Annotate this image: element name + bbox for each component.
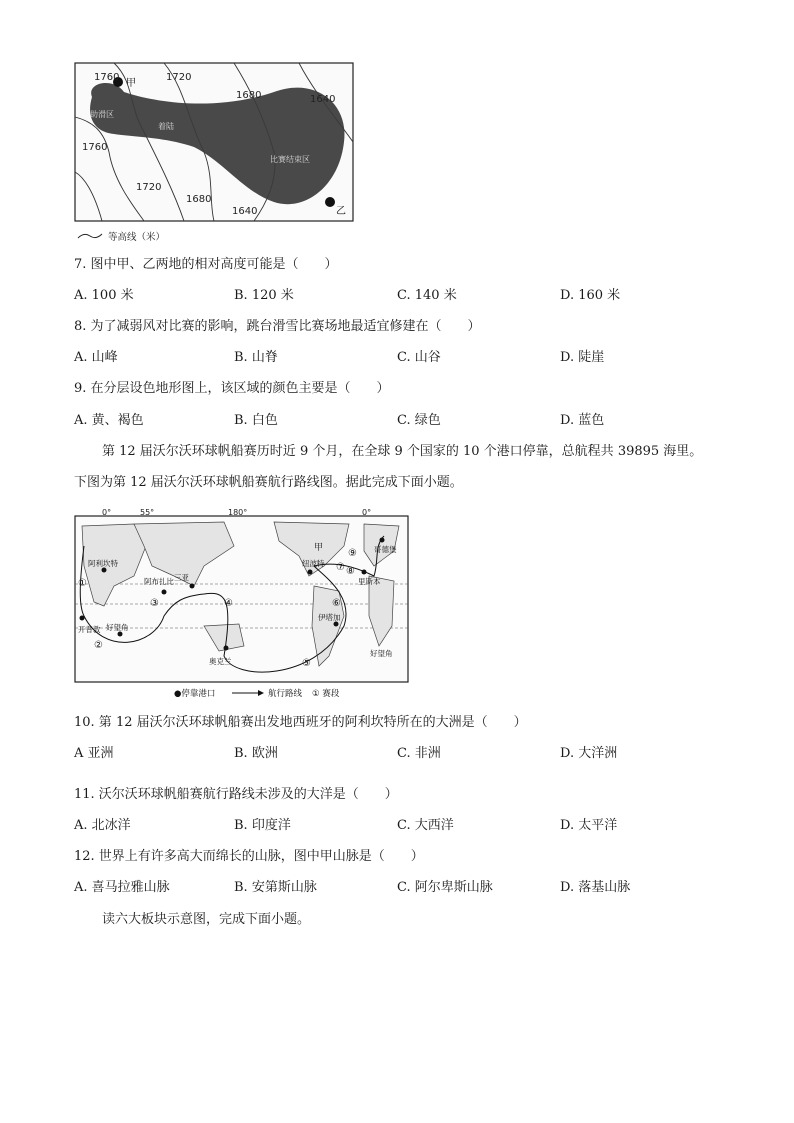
- legend-route-arrow: [258, 690, 264, 696]
- contour-label-3: 1680: [236, 90, 262, 101]
- legend-port: ●停靠港口: [174, 689, 216, 699]
- question-12-option-a[interactable]: A. 喜马拉雅山脉: [74, 880, 170, 895]
- region-label-runup: 助滑区: [90, 110, 114, 119]
- contour-map-figure: [74, 62, 356, 244]
- point-jia-label: 甲: [126, 78, 136, 89]
- stage-3: ③: [150, 598, 159, 609]
- legend-route: 航行路线: [268, 689, 303, 699]
- intro-paragraph-line-2: 下图为第 12 届沃尔沃环球帆船赛航行路线图。据此完成下面小题。: [74, 475, 463, 490]
- question-10-option-a[interactable]: A 亚洲: [74, 746, 114, 761]
- question-9-option-c[interactable]: C. 绿色: [397, 413, 441, 428]
- question-11-stem: 11. 沃尔沃环球帆船赛航行路线未涉及的大洋是（ ）: [74, 787, 398, 802]
- question-10-option-b[interactable]: B. 欧洲: [234, 746, 278, 761]
- legend-contour-symbol: [78, 234, 102, 238]
- intro-paragraph-line-1: 第 12 届沃尔沃环球帆船赛历时近 9 个月，在全球 9 个国家的 10 个港口停靠，总航程共 39895 海里。: [102, 444, 703, 459]
- port-good-hope-right: 好望角: [370, 649, 393, 658]
- contour-label-5: 1760: [82, 142, 108, 153]
- legend-stage: ① 赛段: [312, 689, 340, 699]
- lon-label-55: 55°: [140, 508, 155, 517]
- route-map-svg: [74, 506, 410, 702]
- contour-label-6: 1720: [136, 182, 162, 193]
- port-good-hope-left: 好望角: [106, 623, 129, 632]
- question-12-stem: 12. 世界上有许多高大而绵长的山脉，图中甲山脉是（ ）: [74, 849, 424, 864]
- question-12-option-b[interactable]: B. 安第斯山脉: [234, 880, 317, 895]
- contour-label-8: 1640: [232, 206, 258, 217]
- stage-2: ②: [94, 640, 103, 651]
- question-7-option-d[interactable]: D. 160 米: [560, 288, 621, 303]
- point-yi-marker: [325, 197, 335, 207]
- port-sanya: 三亚: [174, 573, 189, 582]
- question-9-stem: 9. 在分层设色地形图上，该区域的颜色主要是（ ）: [74, 381, 390, 396]
- legend-contour-label: 等高线（米）: [108, 232, 166, 243]
- contour-label-4: 1640: [310, 94, 336, 105]
- stage-6: ⑥: [332, 598, 341, 609]
- question-10-option-c[interactable]: C. 非洲: [397, 746, 441, 761]
- outro-paragraph: 读六大板块示意图，完成下面小题。: [102, 912, 311, 927]
- port-auckland: 奥克兰: [209, 657, 232, 666]
- contour-label-1: 1760: [94, 72, 120, 83]
- lon-label-0b: 0°: [362, 508, 372, 517]
- contour-label-2: 1720: [166, 72, 192, 83]
- question-11-option-c[interactable]: C. 大西洋: [397, 818, 454, 833]
- question-11-option-b[interactable]: B. 印度洋: [234, 818, 291, 833]
- region-label-landing: 着陆: [158, 122, 174, 131]
- stage-8: ⑧: [346, 566, 355, 577]
- port-abu-dhabi: 阿布扎比: [144, 577, 174, 586]
- stage-4: ④: [224, 598, 233, 609]
- lon-label-0: 0°: [102, 508, 112, 517]
- lon-label-180: 180°: [228, 508, 248, 517]
- port-newport: 纽波特: [302, 559, 325, 568]
- question-10-stem: 10. 第 12 届沃尔沃环球帆船赛出发地西班牙的阿利坎特所在的大洲是（ ）: [74, 715, 527, 730]
- contour-label-7: 1680: [186, 194, 212, 205]
- question-8-option-a[interactable]: A. 山峰: [74, 350, 118, 365]
- question-11-option-a[interactable]: A. 北冰洋: [74, 818, 131, 833]
- question-8-option-c[interactable]: C. 山谷: [397, 350, 441, 365]
- port-cape-town: 开普敦: [78, 625, 101, 634]
- question-9-option-b[interactable]: B. 白色: [234, 413, 278, 428]
- question-7-option-b[interactable]: B. 120 米: [234, 288, 294, 303]
- question-8-option-b[interactable]: B. 山脊: [234, 350, 278, 365]
- question-12-option-c[interactable]: C. 阿尔卑斯山脉: [397, 880, 493, 895]
- question-12-option-d[interactable]: D. 落基山脉: [560, 880, 631, 895]
- stage-5: ⑤: [302, 658, 311, 669]
- question-7-option-a[interactable]: A. 100 米: [74, 288, 134, 303]
- stage-9: ⑨: [348, 548, 357, 559]
- question-9-option-a[interactable]: A. 黄、褐色: [74, 413, 144, 428]
- point-jia-route: 甲: [314, 543, 324, 553]
- question-7-stem: 7. 图中甲、乙两地的相对高度可能是（ ）: [74, 257, 338, 272]
- stage-1: ①: [78, 578, 87, 589]
- region-label-finish: 比赛结束区: [270, 155, 310, 164]
- port-gothenburg: 哥德堡: [374, 545, 397, 554]
- stage-7: ⑦: [336, 562, 345, 573]
- route-map-figure: [74, 506, 410, 702]
- question-11-option-d[interactable]: D. 太平洋: [560, 818, 618, 833]
- question-8-option-d[interactable]: D. 陡崖: [560, 350, 605, 365]
- question-7-option-c[interactable]: C. 140 米: [397, 288, 457, 303]
- port-alicante: 阿利坎特: [88, 559, 118, 568]
- port-lisbon: 里斯本: [358, 577, 381, 586]
- question-9-option-d[interactable]: D. 蓝色: [560, 413, 605, 428]
- contour-map-svg: [74, 62, 356, 244]
- port-itajai: 伊塔加: [318, 613, 341, 622]
- point-yi-label: 乙: [336, 206, 346, 217]
- question-10-option-d[interactable]: D. 大洋洲: [560, 746, 618, 761]
- question-8-stem: 8. 为了减弱风对比赛的影响，跳台滑雪比赛场地最适宜修建在（ ）: [74, 319, 481, 334]
